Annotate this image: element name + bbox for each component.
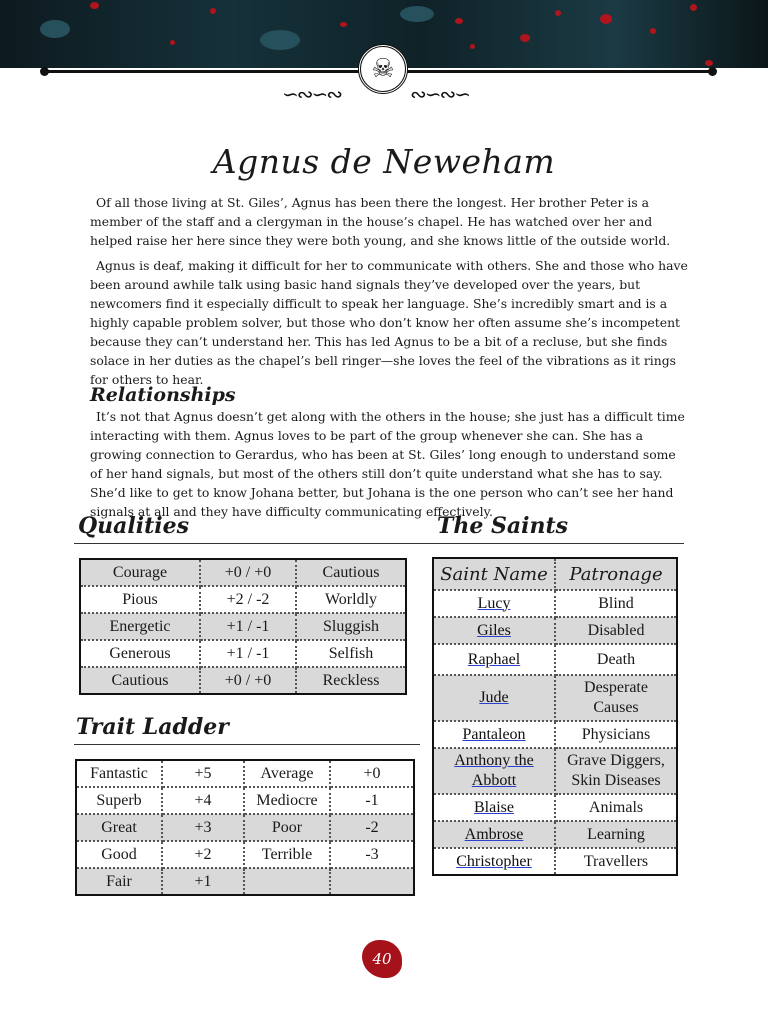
table-row [76, 760, 414, 787]
table-cell: Terrible [244, 841, 330, 868]
saint-name-link[interactable] [433, 794, 555, 821]
table-cell: Desperate Causes [555, 675, 677, 721]
table-row [433, 721, 677, 748]
table-cell: Reckless [296, 667, 406, 694]
table-row [433, 644, 677, 675]
table-cell: -2 [330, 814, 414, 841]
table-row [433, 794, 677, 821]
table-cell: Energetic [80, 613, 200, 640]
table-cell: +1 / -1 [200, 613, 296, 640]
flourish-left-icon: ∽∾∽∾ [282, 82, 342, 106]
table-cell: Great [76, 814, 162, 841]
saint-name-link[interactable] [433, 721, 555, 748]
saint-name[interactable]: Lucy [477, 594, 511, 612]
saint-name-link[interactable] [433, 821, 555, 848]
rule-end-dot [40, 67, 49, 76]
table-cell: Travellers [555, 848, 677, 875]
table-cell: Cautious [80, 667, 200, 694]
table-row [76, 841, 414, 868]
table-cell: Animals [555, 794, 677, 821]
table-cell: +2 [162, 841, 244, 868]
page-number-badge [362, 940, 402, 978]
saint-name[interactable]: Christopher [456, 852, 532, 870]
flourish-right-icon: ∾∽∾∽ [410, 82, 470, 106]
table-cell: -1 [330, 787, 414, 814]
section-divider [74, 543, 684, 544]
section-divider [74, 744, 420, 745]
table-cell: Grave Diggers, Skin Diseases [555, 748, 677, 794]
table-cell: Mediocre [244, 787, 330, 814]
saint-name-link[interactable] [433, 590, 555, 617]
table-row [433, 848, 677, 875]
table-row [76, 814, 414, 841]
table-row [80, 586, 406, 613]
table-row [80, 559, 406, 586]
saint-name[interactable]: Jude [479, 689, 509, 706]
table-cell: Fantastic [76, 760, 162, 787]
table-cell [330, 868, 414, 895]
saint-name-link[interactable] [433, 644, 555, 675]
saints-heading: The Saints [437, 513, 569, 539]
table-cell: Fair [76, 868, 162, 895]
table-cell: -3 [330, 841, 414, 868]
table-cell: Learning [555, 821, 677, 848]
table-cell: +3 [162, 814, 244, 841]
table-row [80, 667, 406, 694]
table-cell: Death [555, 644, 677, 675]
table-cell: +0 / +0 [200, 667, 296, 694]
table-cell: Generous [80, 640, 200, 667]
table-cell: Disabled [555, 617, 677, 644]
saint-name[interactable]: Blaise [474, 798, 514, 816]
saint-name[interactable]: Ambrose [464, 825, 524, 843]
table-row [76, 787, 414, 814]
saint-name[interactable]: Pantaleon [462, 725, 526, 743]
table-row [80, 640, 406, 667]
table-cell: Blind [555, 590, 677, 617]
column-header: Saint Name [433, 558, 555, 590]
saint-name-link[interactable] [433, 748, 555, 794]
saint-name-link[interactable] [433, 675, 555, 721]
intro-paragraph: Of all those living at St. Giles’, Agnus has been there the longest. Her brother Peter is a member of the staff and a clergyman in the house’s chapel. He has watched over her and helped raise her here since they were both young, and she knows little of the outside world. [90, 195, 671, 248]
relationships-heading: Relationships [90, 384, 236, 406]
table-cell: +5 [162, 760, 244, 787]
table-cell: Sluggish [296, 613, 406, 640]
table-cell: +0 / +0 [200, 559, 296, 586]
saint-name[interactable]: Raphael [467, 650, 521, 668]
saint-name-link[interactable] [433, 617, 555, 644]
column-header: Patronage [555, 558, 677, 590]
table-cell: Pious [80, 586, 200, 613]
table-cell: +2 / -2 [200, 586, 296, 613]
table-cell: +4 [162, 787, 244, 814]
table-row [433, 617, 677, 644]
table-cell: Poor [244, 814, 330, 841]
qualities-table [79, 558, 407, 695]
table-cell: +0 [330, 760, 414, 787]
trait-ladder-heading: Trait Ladder [76, 714, 229, 740]
table-cell: Superb [76, 787, 162, 814]
table-row [433, 821, 677, 848]
table-cell [244, 868, 330, 895]
saint-name[interactable]: Giles [477, 621, 511, 639]
table-cell: Good [76, 841, 162, 868]
rule-end-dot [708, 67, 717, 76]
table-cell: Worldly [296, 586, 406, 613]
table-header-row [433, 558, 677, 590]
qualities-heading: Qualities [78, 513, 190, 539]
table-cell: +1 / -1 [200, 640, 296, 667]
table-row [433, 675, 677, 721]
trait-ladder-table [75, 759, 415, 896]
intro-paragraph: Agnus is deaf, making it difficult for her to communicate with others. She and those who have been around awhile talk using basic hand signals they’ve developed over the years, but newcomers find it especially difficult to speak her language. She’s incredibly smart and is a highly capable problem solver, but those who don’t know her often assume she’s incompetent because they can’t understand her. This has led Agnus to be a bit of a recluse, but she finds solace in her duties as the chapel’s bell ringer—she loves the feel of the vibrations as it rings for others to hear. [90, 258, 688, 387]
saint-name[interactable]: Anthony the Abbott [454, 752, 534, 789]
skull-icon: ☠ [358, 44, 408, 94]
table-row [433, 748, 677, 794]
saints-table [432, 557, 678, 876]
table-cell: +1 [162, 868, 244, 895]
table-cell: Selfish [296, 640, 406, 667]
page-title: Agnus de Neweham [212, 142, 556, 181]
saint-name-link[interactable] [433, 848, 555, 875]
table-row [80, 613, 406, 640]
table-cell: Cautious [296, 559, 406, 586]
table-row [76, 868, 414, 895]
table-row [433, 590, 677, 617]
table-cell: Average [244, 760, 330, 787]
page-number: 40 [372, 950, 392, 968]
table-cell: Physicians [555, 721, 677, 748]
relationships-paragraph: It’s not that Agnus doesn’t get along with the others in the house; she just has a difficult time interacting with them. Agnus loves to be part of the group whenever she can. She has a growing connection to Gerardus, who has been at St. Giles’ long enough to understand some of her hand signals, but most of the others still don’t quite understand what she has to say. She’d like to get to know Johana better, but Johana is the one person who can’t see her hand signals at all and they have difficulty communicating effectively. [90, 409, 685, 519]
table-cell: Courage [80, 559, 200, 586]
